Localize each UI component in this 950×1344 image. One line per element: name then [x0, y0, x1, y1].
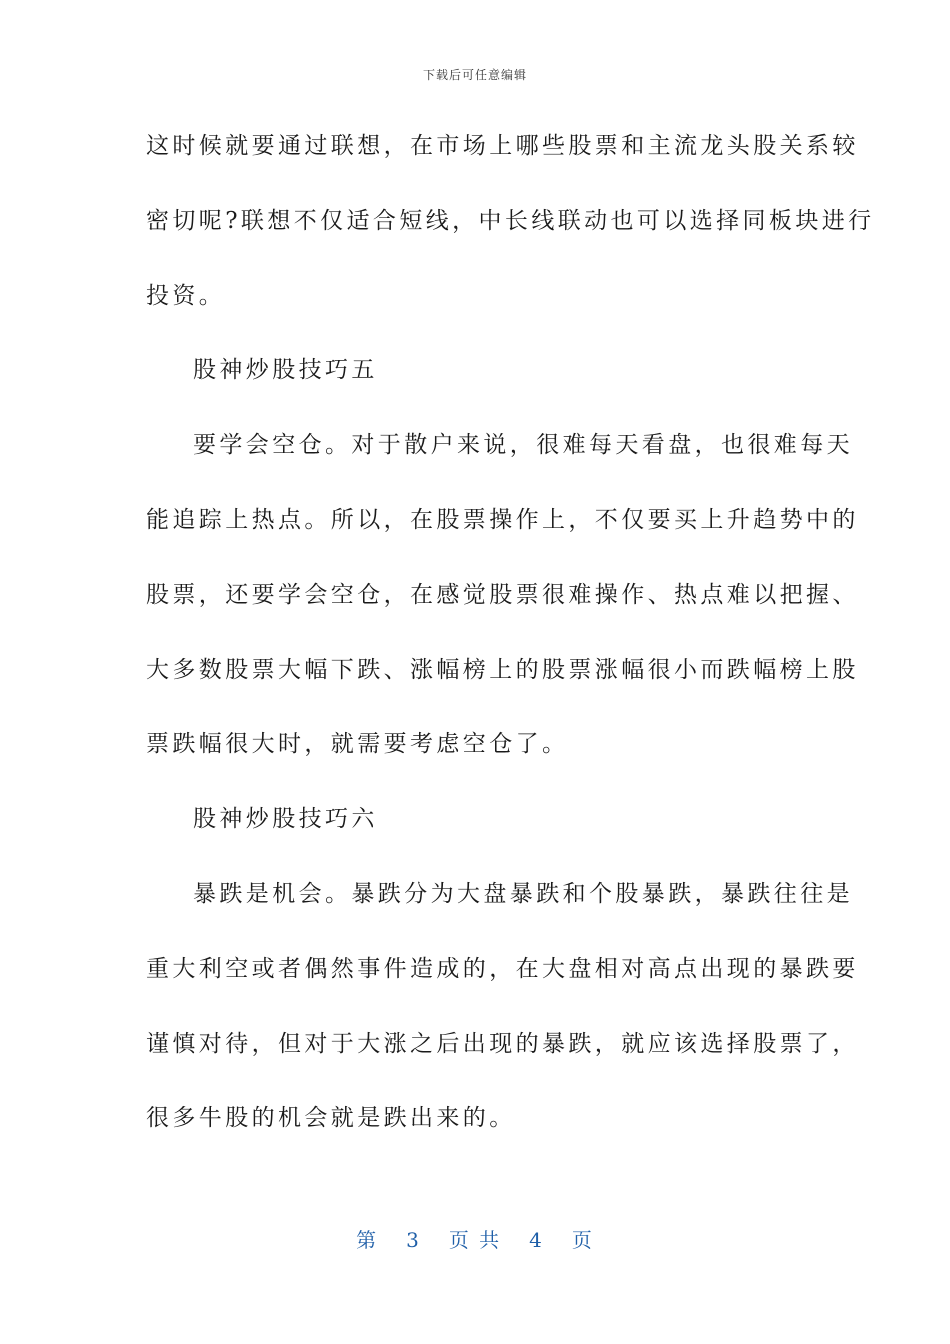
paragraph-line: 投资。	[146, 282, 226, 309]
paragraph-line: 票跌幅很大时，就需要考虑空仓了。	[146, 731, 569, 758]
current-page-number: 3	[406, 1228, 421, 1252]
paragraph-line: 要学会空仓。对于散户来说，很难每天看盘，也很难每天	[193, 432, 853, 459]
paragraph-line: 暴跌是机会。暴跌分为大盘暴跌和个股暴跌，暴跌往往是	[193, 880, 853, 907]
total-pages-number: 4	[529, 1228, 544, 1252]
paragraph-line: 谨慎对待，但对于大涨之后出现的暴跌，就应该选择股票了，	[146, 1030, 859, 1057]
footer-suffix: 页	[571, 1228, 594, 1252]
document-body	[146, 118, 875, 1165]
paragraph-line: 这时候就要通过联想，在市场上哪些股票和主流龙头股关系较	[146, 133, 859, 159]
paragraph-line: 重大利空或者偶然事件造成的，在大盘相对高点出现的暴跌要	[146, 955, 859, 982]
paragraph-line: 很多牛股的机会就是跌出来的。	[146, 1105, 516, 1132]
paragraph-line: 大多数股票大幅下跌、涨幅榜上的股票涨幅很小而跌幅榜上股	[146, 656, 859, 683]
paragraph-line: 股票，还要学会空仓，在感觉股票很难操作、热点难以把握、	[146, 581, 859, 608]
page-number-footer	[0, 1224, 950, 1253]
paragraph-line: 密切呢?联想不仅适合短线，中长线联动也可以选择同板块进行	[146, 207, 875, 234]
header-note: 下载后可任意编辑	[422, 68, 527, 82]
section-heading: 股神炒股技巧六	[193, 806, 378, 833]
footer-prefix: 第	[356, 1228, 379, 1252]
footer-middle: 页 共	[448, 1228, 502, 1252]
section-heading: 股神炒股技巧五	[193, 357, 378, 384]
paragraph-line: 能追踪上热点。所以，在股票操作上，不仅要买上升趋势中的	[146, 506, 859, 533]
